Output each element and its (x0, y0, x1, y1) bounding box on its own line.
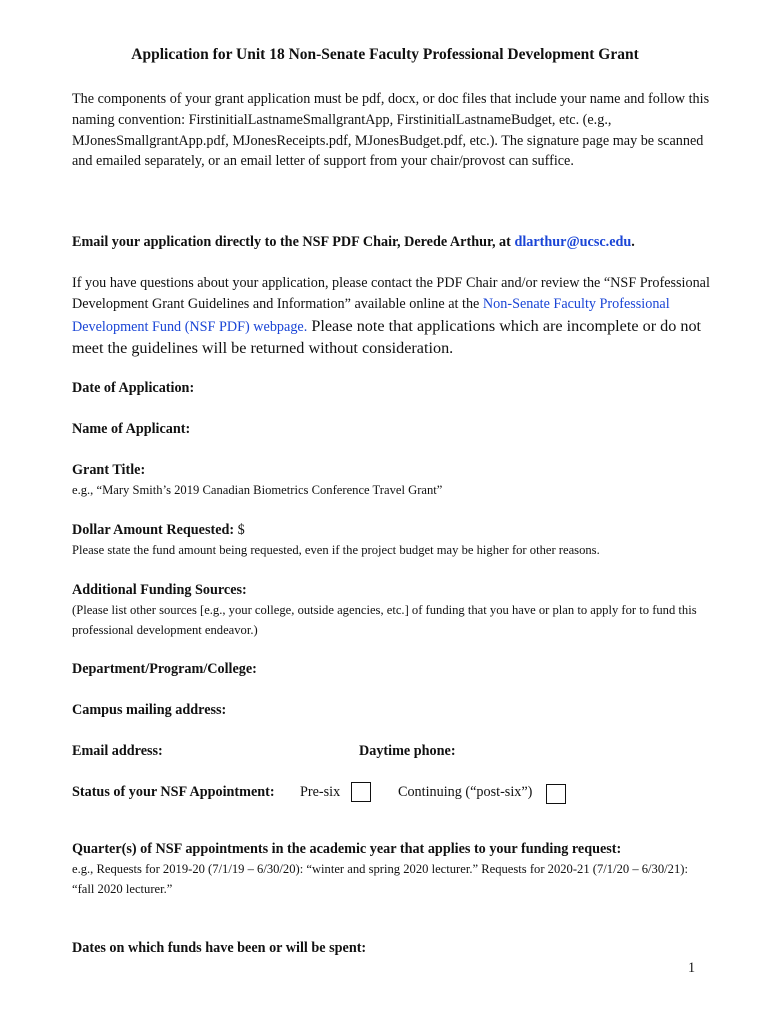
email-instruction (72, 232, 712, 253)
quarters-label: Quarter(s) of NSF appointments in the academic year that applies to your funding request: (72, 841, 622, 857)
post-six-option-label: Continuing (“post-six”) (398, 784, 533, 800)
questions-paragraph (72, 273, 712, 360)
pre-six-option-label: Pre-six (300, 784, 341, 800)
dollar-amount-label-text: Dollar Amount Requested: (72, 522, 235, 538)
pre-six-checkbox[interactable] (351, 782, 371, 802)
dollar-symbol: $ (234, 522, 245, 538)
dollar-amount-label (72, 522, 245, 539)
email-address-label: Email address: (72, 743, 163, 759)
additional-funding-hint: (Please list other sources [e.g., your college, outside agencies, etc.] of funding that you have or plan to apply for to fund this professional development endeavor.) (72, 603, 697, 637)
additional-funding-label: Additional Funding Sources: (72, 582, 247, 598)
campus-mailing-address-label: Campus mailing address: (72, 702, 227, 718)
department-label: Department/Program/College: (72, 661, 257, 677)
questions-warning: Please note that applications which are incomplete or do not meet the guidelines will be returned without consideration. (72, 316, 702, 358)
date-of-application-label: Date of Application: (72, 380, 195, 396)
chair-email-link[interactable]: dlarthur@ucsc.edu (514, 234, 632, 250)
email-instruction-suffix: . (631, 234, 635, 250)
daytime-phone-label: Daytime phone: (359, 743, 456, 759)
grant-title-hint: e.g., “Mary Smith’s 2019 Canadian Biometrics Conference Travel Grant” (72, 483, 443, 497)
questions-text: If you have questions about your application, please contact the PDF Chair and/or review the “NSF Professional Development Grant Guidelines and Information” available online at the (72, 275, 710, 312)
nsf-appointment-status-label: Status of your NSF Appointment: (72, 784, 275, 800)
link-period: . (303, 318, 308, 335)
name-of-applicant-label: Name of Applicant: (72, 421, 191, 437)
dollar-amount-hint: Please state the fund amount being requested, even if the project budget may be higher for other reasons. (72, 543, 600, 557)
email-instruction-text: Email your application directly to the NSF PDF Chair, Derede Arthur, at (72, 234, 515, 250)
intro-paragraph: The components of your grant application must be pdf, docx, or doc files that include your name and follow this naming convention: FirstinitialLastnameSmallgrantApp, FirstinitialLastnameBudget, etc. (e.g., MJonesSmallgrantApp.pdf, MJonesReceipts.pdf, MJonesBudget.pdf, etc.). The signature page may be scanned and emailed separately, or an email letter of support from your chair/provost can suffice. (72, 91, 710, 170)
grant-title-label: Grant Title: (72, 462, 146, 478)
quarters-hint: e.g., Requests for 2019-20 (7/1/19 – 6/30/20): “winter and spring 2020 lecturer.” Requests for 2020-21 (7/1/20 – 6/30/21): “fall 2020 lecturer.” (72, 862, 688, 896)
document-title: Application for Unit 18 Non-Senate Faculty Professional Development Grant (131, 46, 639, 63)
page-number: 1 (688, 960, 696, 976)
dates-funds-spent-label: Dates on which funds have been or will be spent: (72, 940, 367, 956)
post-six-checkbox[interactable] (546, 784, 566, 804)
nsf-pdf-webpage-link[interactable]: Non-Senate Faculty Professional Development Fund (NSF PDF) webpage (72, 295, 670, 335)
